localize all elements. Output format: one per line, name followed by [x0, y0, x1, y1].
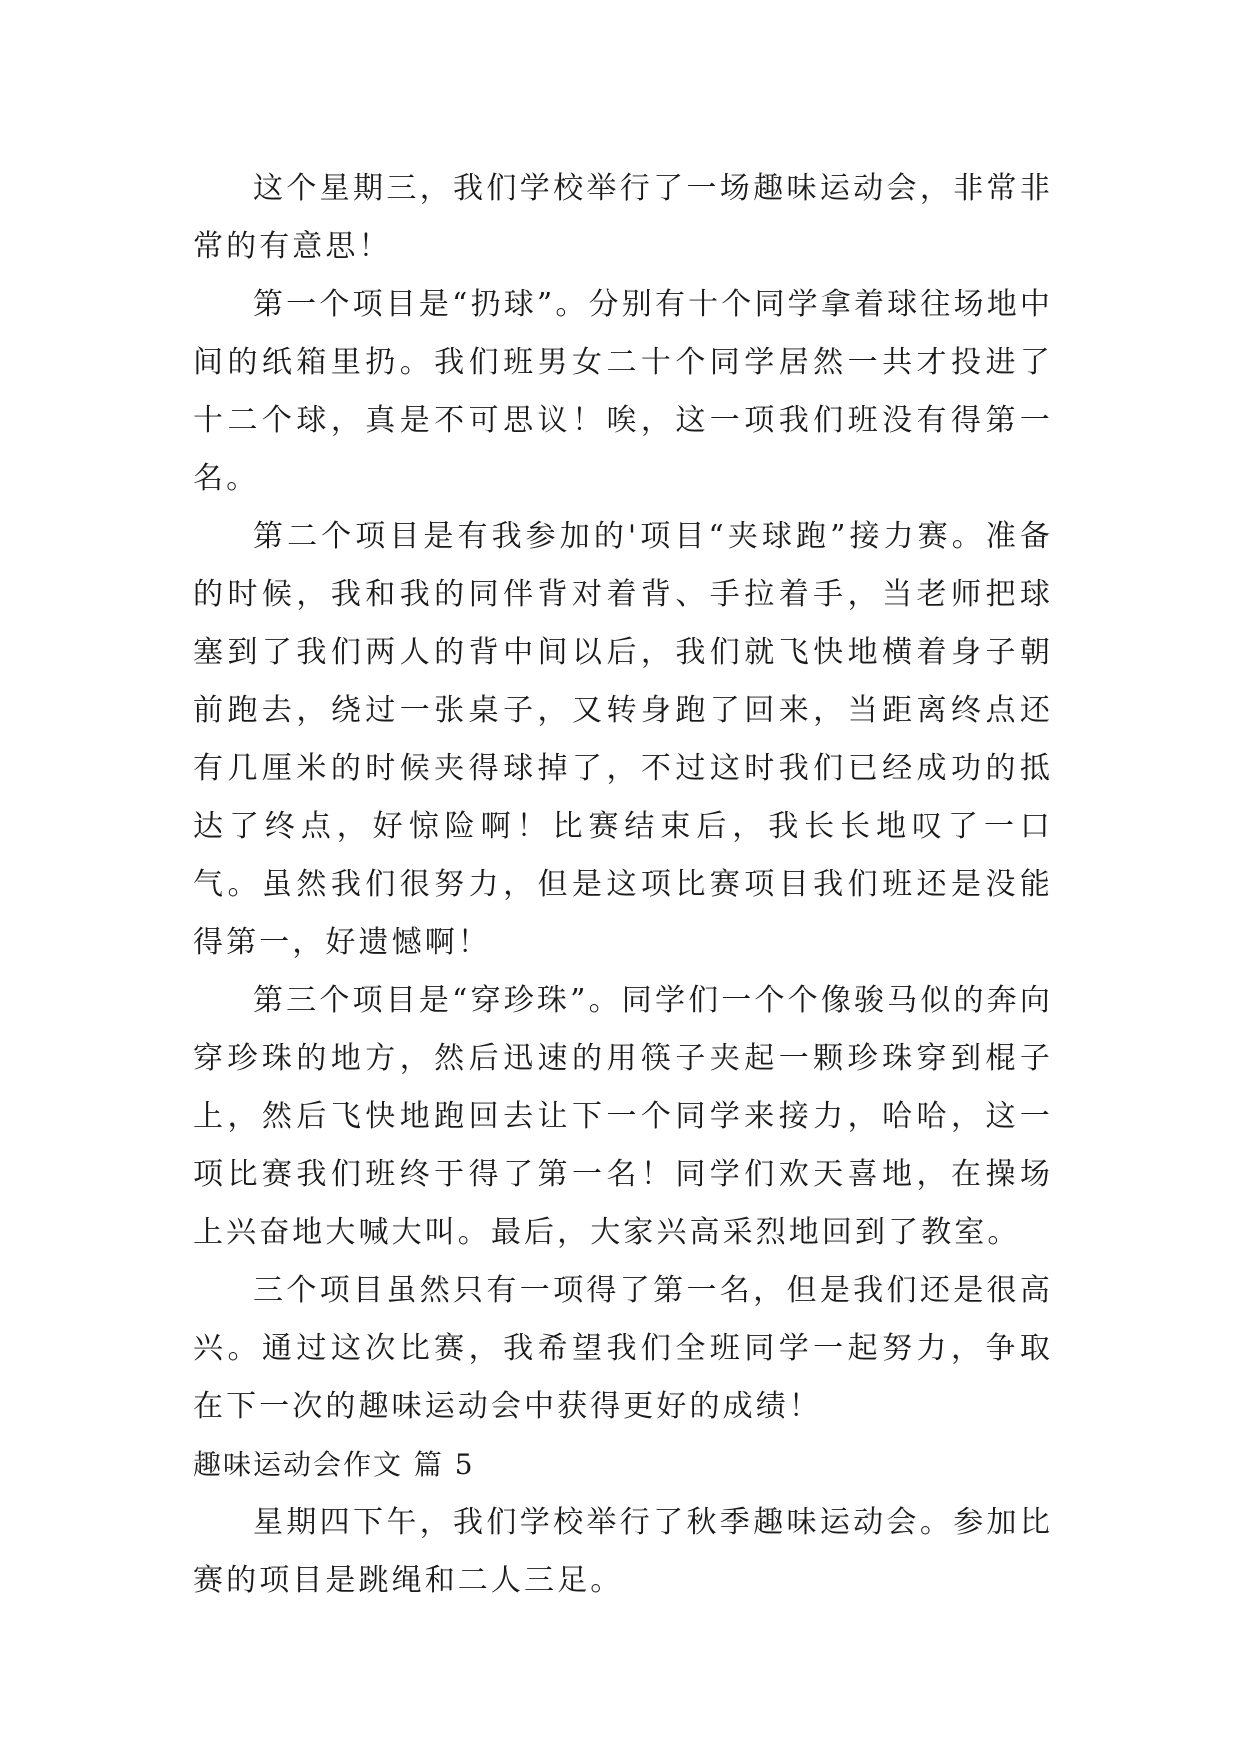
paragraph-conclusion: 三个项目虽然只有一项得了第一名，但是我们还是很高兴。通过这次比赛，我希望我们全班同学一起努力，争取在下一次的趣味运动会中获得更好的成绩！ [193, 1273, 1053, 1424]
paragraph-section-five-intro: 星期四下午，我们学校举行了秋季趣味运动会。参加比赛的项目是跳绳和二人三足。 [193, 1505, 1053, 1598]
paragraph-event-one: 第一个项目是“扔球”。分别有十个同学拿着球往场地中间的纸箱里扔。我们班男女二十个同学居然一共才投进了十二个球，真是不可思议！唉，这一项我们班没有得第一名。 [193, 287, 1053, 496]
paragraph-intro: 这个星期三，我们学校举行了一场趣味运动会，非常非常的有意思！ [193, 171, 1053, 264]
paragraph-event-three: 第三个项目是“穿珍珠”。同学们一个个像骏马似的奔向穿珍珠的地方，然后迅速的用筷子夹起一颗珍珠穿到棍子上，然后飞快地跑回去让下一个同学来接力，哈哈，这一项比赛我们班终于得了第一名！同学们欢天喜地，在操场上兴奋地大喊大叫。最后，大家兴高采烈地回到了教室。 [193, 983, 1053, 1250]
section-heading: 趣味运动会作文 篇 5 [193, 1448, 475, 1481]
paragraph-event-two: 第二个项目是有我参加的'项目“夹球跑”接力赛。准备的时候，我和我的同伴背对着背、手拉着手，当老师把球塞到了我们两人的背中间以后，我们就飞快地横着身子朝前跑去，绕过一张桌子，又转身跑了回来，当距离终点还有几厘米的时候夹得球掉了，不过这时我们已经成功的抵达了终点，好惊险啊！比赛结束后，我长长地叹了一口气。虽然我们很努力，但是这项比赛项目我们班还是没能得第一，好遗憾啊！ [193, 519, 1053, 960]
document-body [193, 160, 1053, 1610]
